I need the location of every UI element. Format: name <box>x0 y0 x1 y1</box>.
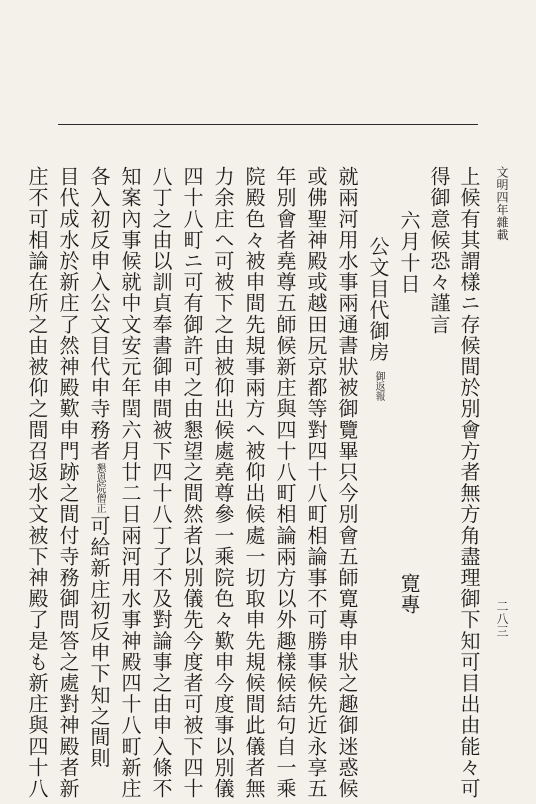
text-column-10: 四十八町ニ可有御許可之由懇望之間然者以別儀先今度者可被下四十 <box>180 166 204 799</box>
text-column-8: 院殿色々被申間先規事兩方へ被仰出候處一切取申先規候間此儀者無 <box>242 166 266 799</box>
text-column-13 <box>89 166 109 769</box>
addressee-line <box>368 236 388 401</box>
interlinear-note: 懇恩院僧正 <box>94 463 105 514</box>
addressee: 公文目代御房 <box>366 236 390 363</box>
page-number: 二八三 <box>495 600 509 638</box>
horizontal-rule <box>58 124 478 125</box>
reply-note: 御返報 <box>373 370 384 401</box>
sender-name: 寛專 <box>397 573 421 616</box>
text-column-6: 或佛聖神殿或越田尻京都等對四十八町相論事不可勝事候先近永享五 <box>304 166 328 799</box>
text-column-14: 目代成水於新庄了然神殿歎申門跡之間付寺務御問答之處對神殿者新 <box>56 166 80 799</box>
text-column-1: 上候有其謂樣ニ存候間於別會方者無方角盡理御下知可目出由能々可 <box>457 166 481 799</box>
column-13-part-b: 可給新庄初反申下知之間則 <box>87 515 111 769</box>
text-column-7: 年別會者堯尊五師候新庄與四十八町相論兩方以外趣樣候結句自一乘 <box>273 166 297 799</box>
running-title: 文明四年雜載 <box>495 166 509 241</box>
text-column-15: 庄不可相論在所之由被仰之間召返水文被下神殿了是も新庄與四十八 <box>25 166 49 799</box>
text-column-2: 得御意候恐々謹言 <box>427 166 451 335</box>
text-column-5: 就兩河用水事兩通書狀被御覽畢只今別會五師寛專申狀之趣御迷惑候 <box>335 166 359 799</box>
text-column-9: 力余庄へ可被下之由被仰出候處堯尊參一乘院色々歎申今度事以別儀 <box>211 166 235 799</box>
column-13-part-a: 各入初反申入公文目代申寺務者 <box>87 166 111 462</box>
text-column-12: 知案內事候就中文安元年閏六月廿二日兩河用水事神殿四十八町新庄 <box>118 166 142 799</box>
text-column-11: 八丁之由以訓貞奉書御申間被下四十八丁了不及對論事之由申入條不 <box>149 166 173 799</box>
date-line: 六月十日 <box>397 210 421 295</box>
